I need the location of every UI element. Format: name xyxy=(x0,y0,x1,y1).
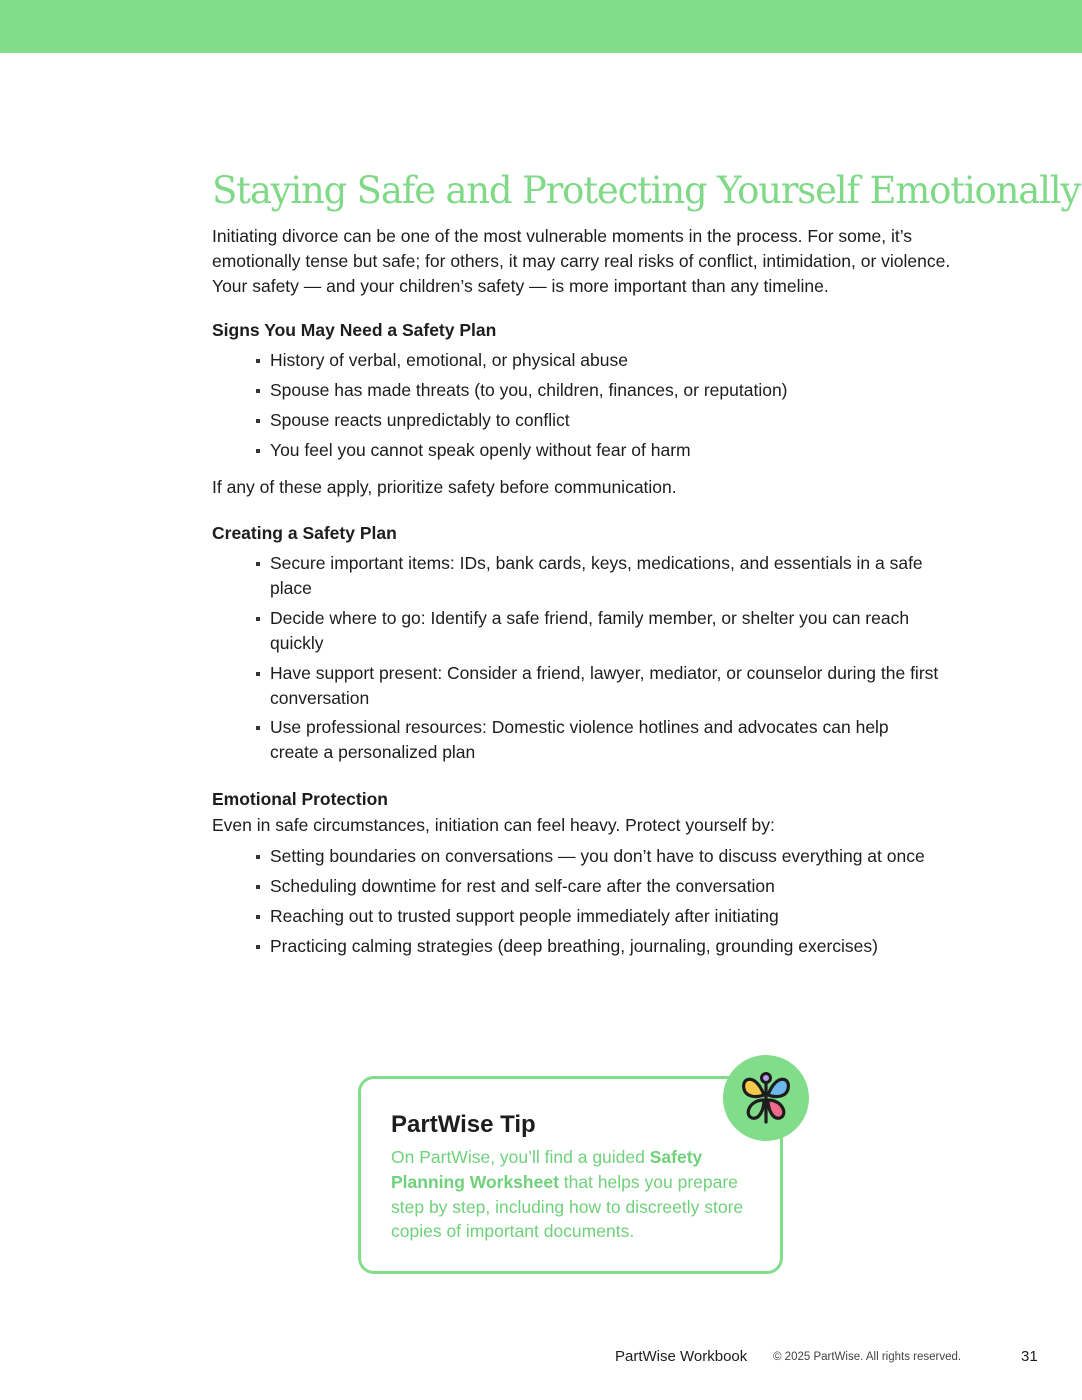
main-content xyxy=(212,166,1081,964)
signs-list xyxy=(212,348,972,463)
list-item: Spouse reacts unpredictably to conflict xyxy=(270,408,940,433)
footer-copyright: © 2025 PartWise. All rights reserved. xyxy=(773,1351,962,1363)
emotional-section xyxy=(212,787,972,959)
plan-section xyxy=(212,521,972,765)
intro-paragraph: Initiating divorce can be one of the most vulnerable moments in the process. For some, it’s emotionally tense but safe; for others, it may carry real risks of conflict, intimidation, or violence. Your safety — and your children’s safety — is more important than any timeline. xyxy=(212,226,951,296)
plan-list xyxy=(212,551,972,765)
page-number: 31 xyxy=(1021,1348,1038,1365)
list-item: Setting boundaries on conversations — you don’t have to discuss everything at once xyxy=(270,844,940,869)
list-item: History of verbal, emotional, or physical abuse xyxy=(270,348,940,373)
signs-section xyxy=(212,318,972,499)
tip-text xyxy=(391,1145,771,1244)
list-item: Have support present: Consider a friend, lawyer, mediator, or counselor during the first conversation xyxy=(270,661,940,711)
emotional-intro: Even in safe circumstances, initiation can feel heavy. Protect yourself by: xyxy=(212,815,775,836)
list-item: Decide where to go: Identify a safe friend, family member, or shelter you can reach quickly xyxy=(270,606,940,656)
emotional-heading: Emotional Protection xyxy=(212,789,388,810)
tip-text-after: that helps you prepare step by step, including how to discreetly store copies of important documents. xyxy=(391,1171,744,1242)
list-item: Reaching out to trusted support people immediately after initiating xyxy=(270,904,940,929)
list-item: Spouse has made threats (to you, children, finances, or reputation) xyxy=(270,378,940,403)
list-item: Use professional resources: Domestic violence hotlines and advocates can help create a personalized plan xyxy=(270,715,940,765)
plan-heading: Creating a Safety Plan xyxy=(212,523,397,544)
list-item: Practicing calming strategies (deep breathing, journaling, grounding exercises) xyxy=(270,934,940,959)
list-item: Scheduling downtime for rest and self-care after the conversation xyxy=(270,874,940,899)
page-title: Staying Safe and Protecting Yourself Emotionally xyxy=(212,169,1081,212)
tip-text-bold: Safety Planning Worksheet xyxy=(391,1147,703,1192)
partwise-logo-icon xyxy=(723,1055,809,1141)
list-item: Secure important items: IDs, bank cards, keys, medications, and essentials in a safe place xyxy=(270,551,940,601)
tip-text-before: On PartWise, you’ll find a guided xyxy=(391,1147,650,1167)
signs-heading: Signs You May Need a Safety Plan xyxy=(212,320,497,341)
top-accent-bar xyxy=(0,0,1082,53)
tip-badge xyxy=(723,1055,809,1141)
footer-brand: PartWise Workbook xyxy=(615,1348,748,1365)
tip-title: PartWise Tip xyxy=(391,1111,536,1138)
emotional-list xyxy=(212,844,972,959)
tip-box xyxy=(358,1076,783,1274)
list-item: You feel you cannot speak openly without fear of harm xyxy=(270,438,940,463)
signs-note: If any of these apply, prioritize safety before communication. xyxy=(212,477,677,498)
